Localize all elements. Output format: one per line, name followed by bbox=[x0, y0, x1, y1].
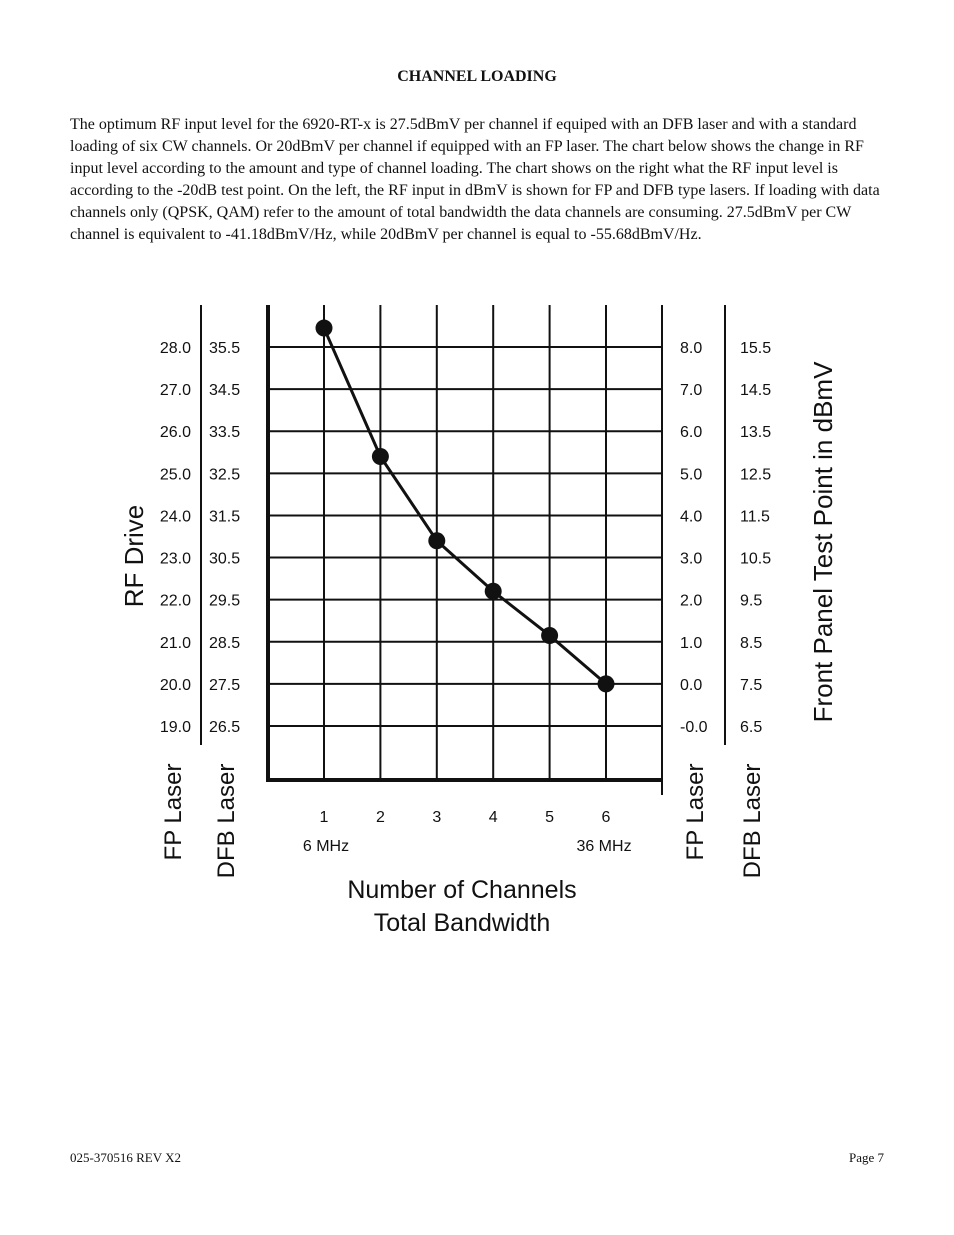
right-dfb-tick-label: 14.5 bbox=[740, 382, 772, 400]
x-tick-label: 6 bbox=[601, 809, 611, 826]
right-fp-tick-label: 5.0 bbox=[680, 466, 703, 484]
left-dfb-tick-label: 26.5 bbox=[209, 719, 241, 736]
x-sub-label-first: 6 MHz bbox=[302, 838, 350, 855]
left-fp-laser-label: FP Laser bbox=[160, 763, 187, 861]
left-dfb-tick-label: 34.5 bbox=[209, 382, 241, 400]
right-dfb-tick-label: 9.5 bbox=[740, 592, 763, 610]
right-dfb-laser-label: DFB Laser bbox=[739, 763, 766, 879]
left-dfb-tick-label: 30.5 bbox=[209, 550, 241, 568]
right-dfb-tick-label: 15.5 bbox=[740, 340, 772, 357]
x-tick-label: 4 bbox=[488, 809, 498, 826]
right-fp-tick-label: 8.0 bbox=[680, 340, 703, 357]
body-paragraph: The optimum RF input level for the 6920-RT-x is 27.5dBmV per channel if equiped with an DFB laser and with a standard loading of six CW channels. Or 20dBmV per channel if equipped with an FP laser. The chart below shows the change in RF input level according to the amount and type of channel loading. The chart shows on the right what the RF input level is according to the -20dB test point. On the left, the RF input in dBmV is shown for FP and DFB type lasers. If loading with data channels only (QPSK, QAM) refer to the amount of total bandwidth the data channels are consuming. 27.5dBmV per CW channel is equivalent to -41.18dBmV/Hz, while 20dBmV per channel is equal to -55.68dBmV/Hz. bbox=[70, 116, 880, 243]
x-tick-label: 5 bbox=[545, 809, 555, 826]
chart-grid bbox=[268, 305, 662, 780]
right-fp-tick-label: 0.0 bbox=[680, 676, 703, 694]
left-fp-tick-label: 20.0 bbox=[159, 676, 191, 694]
left-fp-tick-label: 24.0 bbox=[159, 508, 191, 526]
left-fp-tick-label: 26.0 bbox=[159, 424, 191, 442]
section-heading: CHANNEL LOADING bbox=[397, 68, 557, 85]
left-fp-tick-label: 21.0 bbox=[159, 634, 191, 652]
left-fp-tick-label: 25.0 bbox=[159, 466, 191, 484]
chart-tick-labels bbox=[160, 340, 771, 826]
right-fp-tick-label: 2.0 bbox=[680, 592, 703, 610]
left-fp-tick-label: 22.0 bbox=[159, 592, 191, 610]
right-dfb-tick-label: 13.5 bbox=[740, 424, 772, 442]
x-sub-label-last: 36 MHz bbox=[576, 838, 632, 855]
x-axis-title-line2: Total Bandwidth bbox=[373, 909, 551, 937]
right-fp-tick-label: 6.0 bbox=[680, 424, 703, 442]
left-axis-title: RF Drive bbox=[119, 504, 149, 608]
chart-axes bbox=[201, 305, 725, 795]
right-dfb-tick-label: 8.5 bbox=[740, 634, 763, 652]
right-dfb-tick-label: 10.5 bbox=[740, 550, 772, 568]
right-axis-title: Front Panel Test Point in dBmV bbox=[808, 361, 838, 723]
left-dfb-tick-label: 28.5 bbox=[209, 634, 241, 652]
left-fp-tick-label: 23.0 bbox=[159, 550, 191, 568]
right-fp-tick-label: 3.0 bbox=[680, 550, 703, 568]
page-number: Page 7 bbox=[848, 1150, 884, 1165]
left-dfb-tick-label: 29.5 bbox=[209, 592, 241, 610]
left-fp-tick-label: 28.0 bbox=[159, 340, 191, 357]
left-dfb-tick-label: 27.5 bbox=[209, 676, 241, 694]
x-tick-label: 3 bbox=[432, 809, 442, 826]
right-fp-tick-label: 4.0 bbox=[680, 508, 703, 526]
right-fp-tick-label: 7.0 bbox=[680, 382, 703, 400]
left-dfb-tick-label: 32.5 bbox=[209, 466, 241, 484]
data-point bbox=[541, 627, 558, 644]
right-dfb-tick-label: 7.5 bbox=[740, 676, 763, 694]
data-point bbox=[316, 320, 333, 337]
right-dfb-tick-label: 6.5 bbox=[740, 719, 763, 736]
left-dfb-tick-label: 35.5 bbox=[209, 340, 241, 357]
right-fp-tick-label: 1.0 bbox=[680, 634, 703, 652]
left-fp-tick-label: 19.0 bbox=[159, 719, 191, 736]
x-tick-label: 1 bbox=[319, 809, 329, 826]
left-dfb-laser-label: DFB Laser bbox=[213, 763, 240, 879]
right-dfb-tick-label: 11.5 bbox=[740, 508, 770, 526]
left-fp-tick-label: 27.0 bbox=[159, 382, 191, 400]
document-number: 025-370516 REV X2 bbox=[70, 1150, 181, 1165]
right-dfb-tick-label: 12.5 bbox=[740, 466, 772, 484]
data-point bbox=[428, 532, 445, 549]
x-axis-title: Number of Channels bbox=[347, 876, 577, 904]
right-fp-tick-label: -0.0 bbox=[680, 719, 708, 736]
right-fp-laser-label: FP Laser bbox=[682, 763, 709, 861]
x-tick-label: 2 bbox=[375, 809, 385, 826]
data-point bbox=[598, 675, 615, 692]
left-dfb-tick-label: 33.5 bbox=[209, 424, 241, 442]
data-point bbox=[372, 448, 389, 465]
data-point bbox=[485, 583, 502, 600]
series-line bbox=[324, 328, 606, 684]
chart-series bbox=[316, 320, 615, 693]
left-dfb-tick-label: 31.5 bbox=[209, 508, 241, 526]
